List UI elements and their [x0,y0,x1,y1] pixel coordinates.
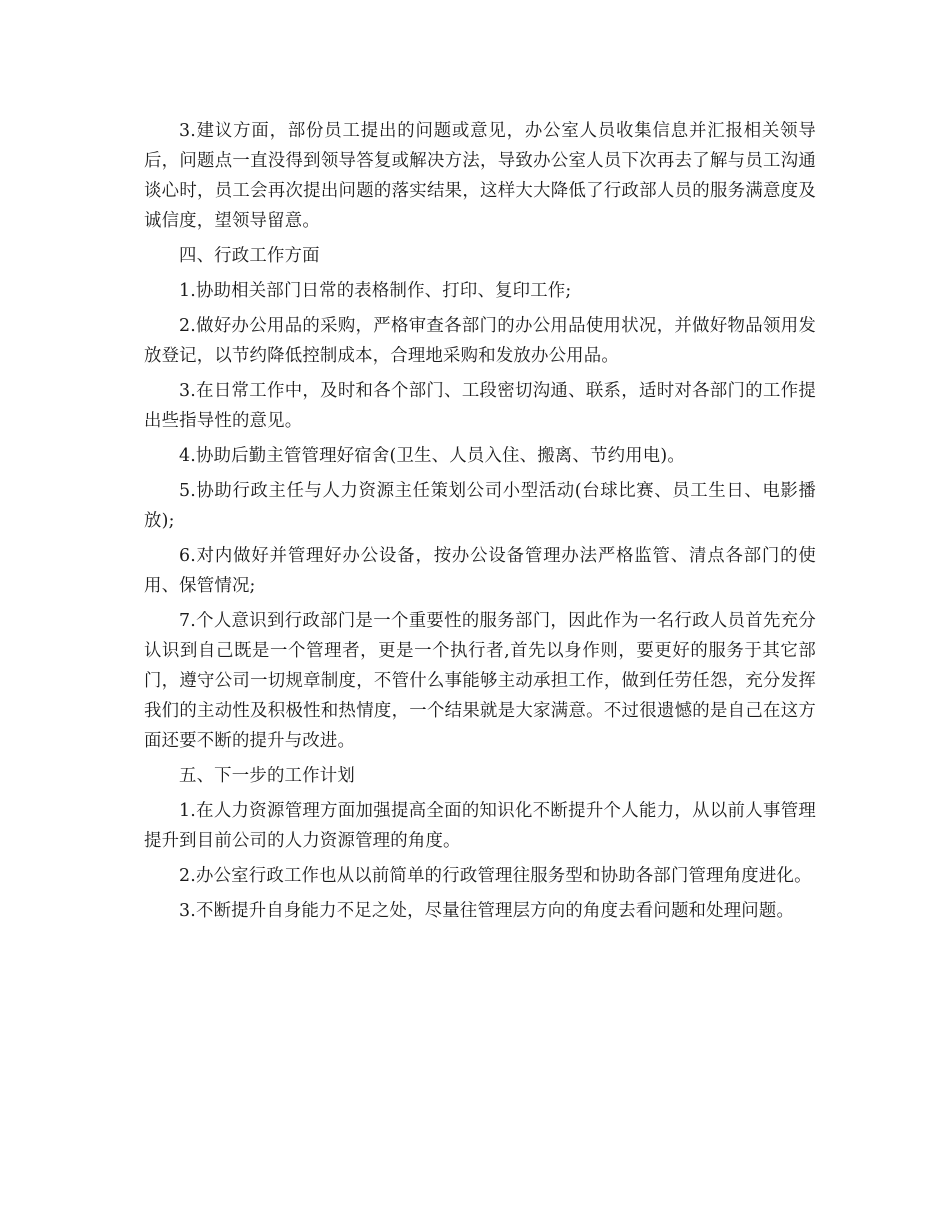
section-heading-next-plan: 五、下一步的工作计划 [179,766,355,786]
paragraph-admin-4: 4.协助后勤主管管理好宿舍(卫生、人员入住、搬离、节约用电)。 [179,446,685,466]
paragraph-suggestion-3: 3.建议方面，部份员工提出的问题或意见，办公室人员收集信息并汇报相关领导后，问题点一直没得到领导答复或解决方法，导致办公室人员下次再去了解与员工沟通谈心时，员工会再次提出问题的落实结果，这样大大降低了行政部人员的服务满意度及诚信度，望领导留意。 [144,121,816,231]
paragraph-admin-5: 5.协助行政主任与人力资源主任策划公司小型活动(台球比赛、员工生日、电影播放); [144,481,816,531]
paragraph-admin-7: 7.个人意识到行政部门是一个重要性的服务部门，因此作为一名行政人员首先充分认识到自己既是一个管理者，更是一个执行者,首先以身作则，要更好的服务于其它部门，遵守公司一切规章制度，不管什么事能够主动承担工作，做到任劳任怨，充分发挥我们的主动性及积极性和热情度，一个结果就是大家满意。不过很遗憾的是自己在这方面还要不断的提升与改进。 [144,611,816,751]
paragraph-plan-3: 3.不断提升自身能力不足之处，尽量往管理层方向的角度去看问题和处理问题。 [179,901,795,921]
paragraph-plan-1: 1.在人力资源管理方面加强提高全面的知识化不断提升个人能力，从以前人事管理提升到目前公司的人力资源管理的角度。 [144,801,816,851]
paragraph-admin-1: 1.协助相关部门日常的表格制作、打印、复印工作; [179,281,572,301]
paragraph-admin-2: 2.做好办公用品的采购，严格审查各部门的办公用品使用状况，并做好物品领用发放登记，以节约降低控制成本，合理地采购和发放办公用品。 [144,316,816,366]
section-heading-admin-work: 四、行政工作方面 [179,246,320,266]
document-body [144,116,816,931]
paragraph-admin-3: 3.在日常工作中，及时和各个部门、工段密切沟通、联系，适时对各部门的工作提出些指导性的意见。 [144,381,816,431]
paragraph-admin-6: 6.对内做好并管理好办公设备，按办公设备管理办法严格监管、清点各部门的使用、保管情况; [144,546,816,596]
paragraph-plan-2: 2.办公室行政工作也从以前简单的行政管理往服务型和协助各部门管理角度进化。 [179,866,812,886]
